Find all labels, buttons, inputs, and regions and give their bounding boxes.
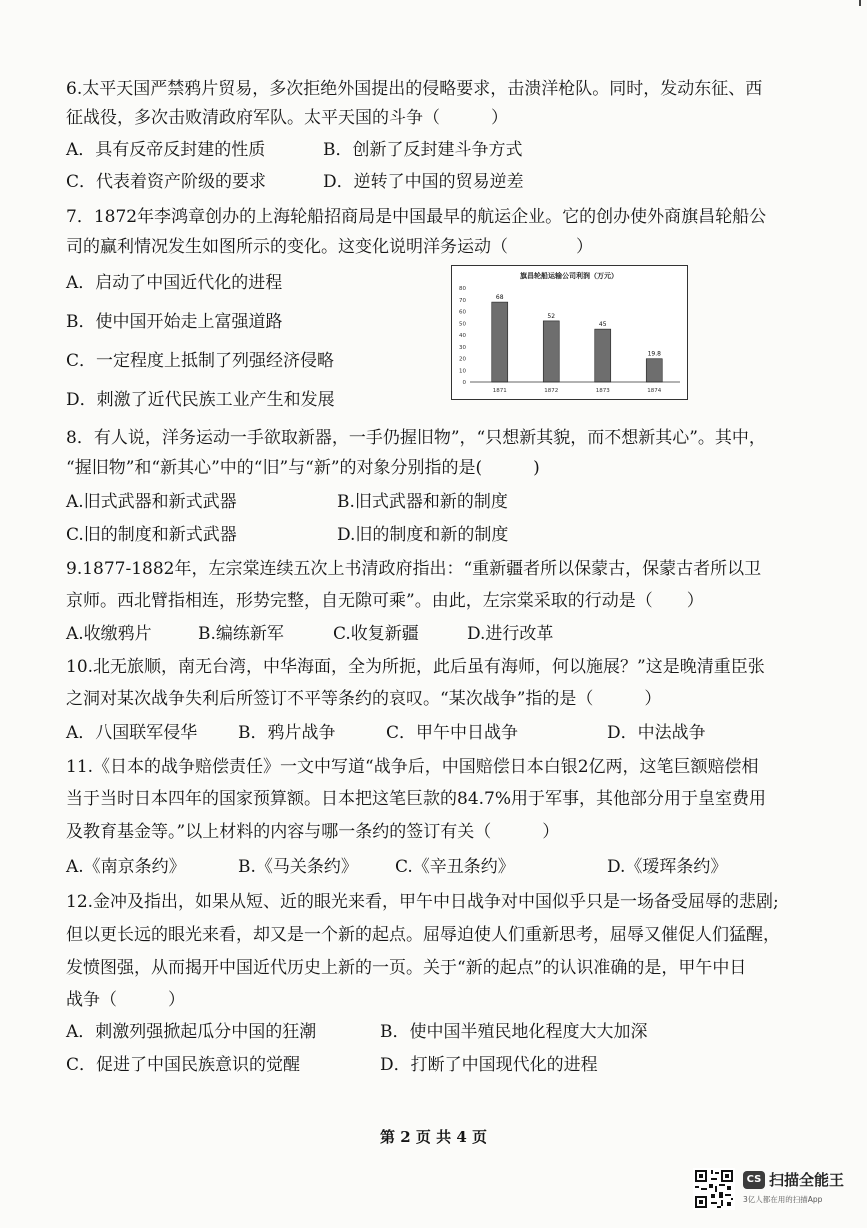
q9-stem-line-2: 京师。西北臂指相连，形势完整，自无隙可乘”。由此，左宗棠采取的行动是（ ） — [66, 591, 704, 611]
q12-stem-line-1: 12.金冲及指出，如果从短、近的眼光来看，甲午中日战争对中国似乎只是一场备受屈辱的悲剧; — [66, 892, 779, 912]
q8-option-a: A.旧式武器和新式武器 — [66, 492, 237, 512]
q6-option-a: A．具有反帝反封建的性质 — [66, 140, 266, 160]
q12-stem-line-3: 发愤图强，从而揭开中国近代历史上新的一页。关于“新的起点”的认识准确的是，甲午中日 — [66, 958, 747, 978]
chart-canvas — [452, 266, 687, 399]
q11-stem-line-2: 当于当时日本四年的国家预算额。日本把这笔巨款的84.7%用于军事，其他部分用于皇室费用 — [66, 789, 767, 809]
q12-stem-line-2: 但以更长远的眼光来看，却又是一个新的起点。屈辱迫使人们重新思考，屈辱又催促人们猛醒， — [66, 925, 780, 945]
y-tick-label: 0 — [462, 380, 466, 386]
q11-stem-line-1: 11.《日本的战争赔偿责任》一文中写道“战争后，中国赔偿日本白银2亿两，这笔巨额赔偿相 — [66, 757, 759, 777]
bar-1871 — [492, 302, 508, 382]
qr-code-icon — [693, 1168, 735, 1210]
y-tick-label: 20 — [459, 356, 466, 363]
q11-option-d: D.《瑷珲条约》 — [607, 857, 728, 877]
y-tick-label: 80 — [459, 286, 466, 292]
x-tick-label-1871: 1871 — [492, 388, 507, 394]
scanner-tagline: 3亿人都在用的扫描App — [743, 1195, 823, 1204]
q8-stem-line-2: “握旧物”和“新其心”中的“旧”与“新”的对象分别指的是( ) — [66, 458, 540, 478]
y-tick-label: 40 — [459, 333, 466, 339]
q8-option-c: C.旧的制度和新式武器 — [66, 525, 237, 545]
q9-option-a: A.收缴鸦片 — [66, 624, 152, 644]
q6-stem-line-2: 征战役，多次击败清政府军队。太平天国的斗争（ ） — [66, 108, 508, 128]
q7-option-b: B．使中国开始走上富强道路 — [66, 312, 283, 332]
q10-option-c: C．甲午中日战争 — [386, 723, 519, 743]
scanner-watermark — [693, 1168, 858, 1218]
q12-option-a: A．刺激列强掀起瓜分中国的狂潮 — [66, 1022, 317, 1042]
x-tick-label-1872: 1872 — [544, 388, 559, 394]
chart-title: 旗昌轮船运输公司利润（万元） — [520, 272, 618, 280]
y-tick-label: 70 — [459, 297, 466, 304]
x-tick-label-1874: 1874 — [647, 388, 662, 394]
bar-1874 — [646, 359, 662, 382]
y-tick-label: 50 — [459, 321, 466, 328]
profit-bar-chart — [451, 265, 688, 400]
q12-stem-line-4: 战争（ ） — [66, 990, 185, 1010]
q6-option-c: C．代表着资产阶级的要求 — [66, 172, 267, 192]
q12-option-b: B．使中国半殖民地化程度大大加深 — [380, 1022, 648, 1042]
x-tick-label-1873: 1873 — [595, 388, 610, 394]
q9-option-b: B.编练新军 — [198, 624, 284, 644]
bar-1872 — [543, 321, 559, 382]
page-number: 第 2 页 共 4 页 — [380, 1128, 487, 1146]
q10-stem-line-2: 之洞对某次战争失利后所签订不平等条约的哀叹。“某次战争”指的是（ ） — [66, 689, 662, 709]
data-label-1873: 45 — [598, 321, 607, 329]
q7-stem-line-2: 司的赢利情况发生如图所示的变化。这变化说明洋务运动（ ） — [66, 237, 593, 257]
q11-option-c: C.《辛丑条约》 — [395, 857, 515, 877]
q7-option-a: A．启动了中国近代化的进程 — [66, 273, 283, 293]
q10-stem-line-1: 10.北无旅顺，南无台湾，中华海面，全为所扼，此后虽有海师，何以施展？”这是晚清重臣张 — [66, 657, 765, 677]
q6-option-b: B．创新了反封建斗争方式 — [323, 140, 523, 160]
y-tick-label: 60 — [459, 309, 466, 316]
q10-option-a: A．八国联军侵华 — [66, 723, 198, 743]
y-tick-label: 30 — [459, 344, 466, 351]
q12-option-d: D．打断了中国现代化的进程 — [380, 1055, 598, 1075]
q7-option-c: C．一定程度上抵制了列强经济侵略 — [66, 351, 335, 371]
scan-mark — [859, 0, 861, 6]
y-tick-label: 10 — [459, 368, 466, 375]
q6-stem-line-1: 6.太平天国严禁鸦片贸易，多次拒绝外国提出的侵略要求，击溃洋枪队。同时，发动东征、西 — [66, 79, 763, 99]
q9-option-d: D.进行改革 — [467, 624, 554, 644]
q7-stem-line-1: 7．1872年李鸿章创办的上海轮船招商局是中国最早的航运企业。它的创办使外商旗昌轮船公 — [66, 207, 767, 227]
q11-option-a: A.《南京条约》 — [66, 857, 186, 877]
q10-option-b: B．鸦片战争 — [238, 723, 336, 743]
cs-logo-badge: CS — [743, 1171, 765, 1189]
q11-stem-line-3: 及教育基金等。”以上材料的内容与哪一条约的签订有关（ ） — [66, 822, 560, 842]
q9-option-c: C.收复新疆 — [333, 624, 419, 644]
data-label-1872: 52 — [547, 312, 556, 320]
q10-option-d: D．中法战争 — [607, 723, 706, 743]
q8-option-d: D.旧的制度和新的制度 — [337, 525, 509, 545]
scanner-app-name: 扫描全能王 — [769, 1171, 845, 1189]
q7-option-d: D．刺激了近代民族工业产生和发展 — [66, 390, 335, 410]
q9-stem-line-1: 9.1877-1882年，左宗棠连续五次上书清政府指出：“重新疆者所以保蒙古，保蒙古者所以卫 — [66, 559, 762, 579]
bar-1873 — [595, 329, 611, 382]
q12-option-c: C．促进了中国民族意识的觉醒 — [66, 1055, 301, 1075]
data-label-1874: 19.8 — [647, 350, 661, 358]
data-label-1871: 68 — [495, 294, 504, 302]
q8-stem-line-1: 8．有人说，洋务运动一手欲取新器，一手仍握旧物”，“只想新其貌，而不想新其心”。其中， — [66, 428, 766, 448]
q11-option-b: B.《马关条约》 — [238, 857, 358, 877]
q6-option-d: D．逆转了中国的贸易逆差 — [323, 172, 524, 192]
q8-option-b: B.旧式武器和新的制度 — [337, 492, 508, 512]
